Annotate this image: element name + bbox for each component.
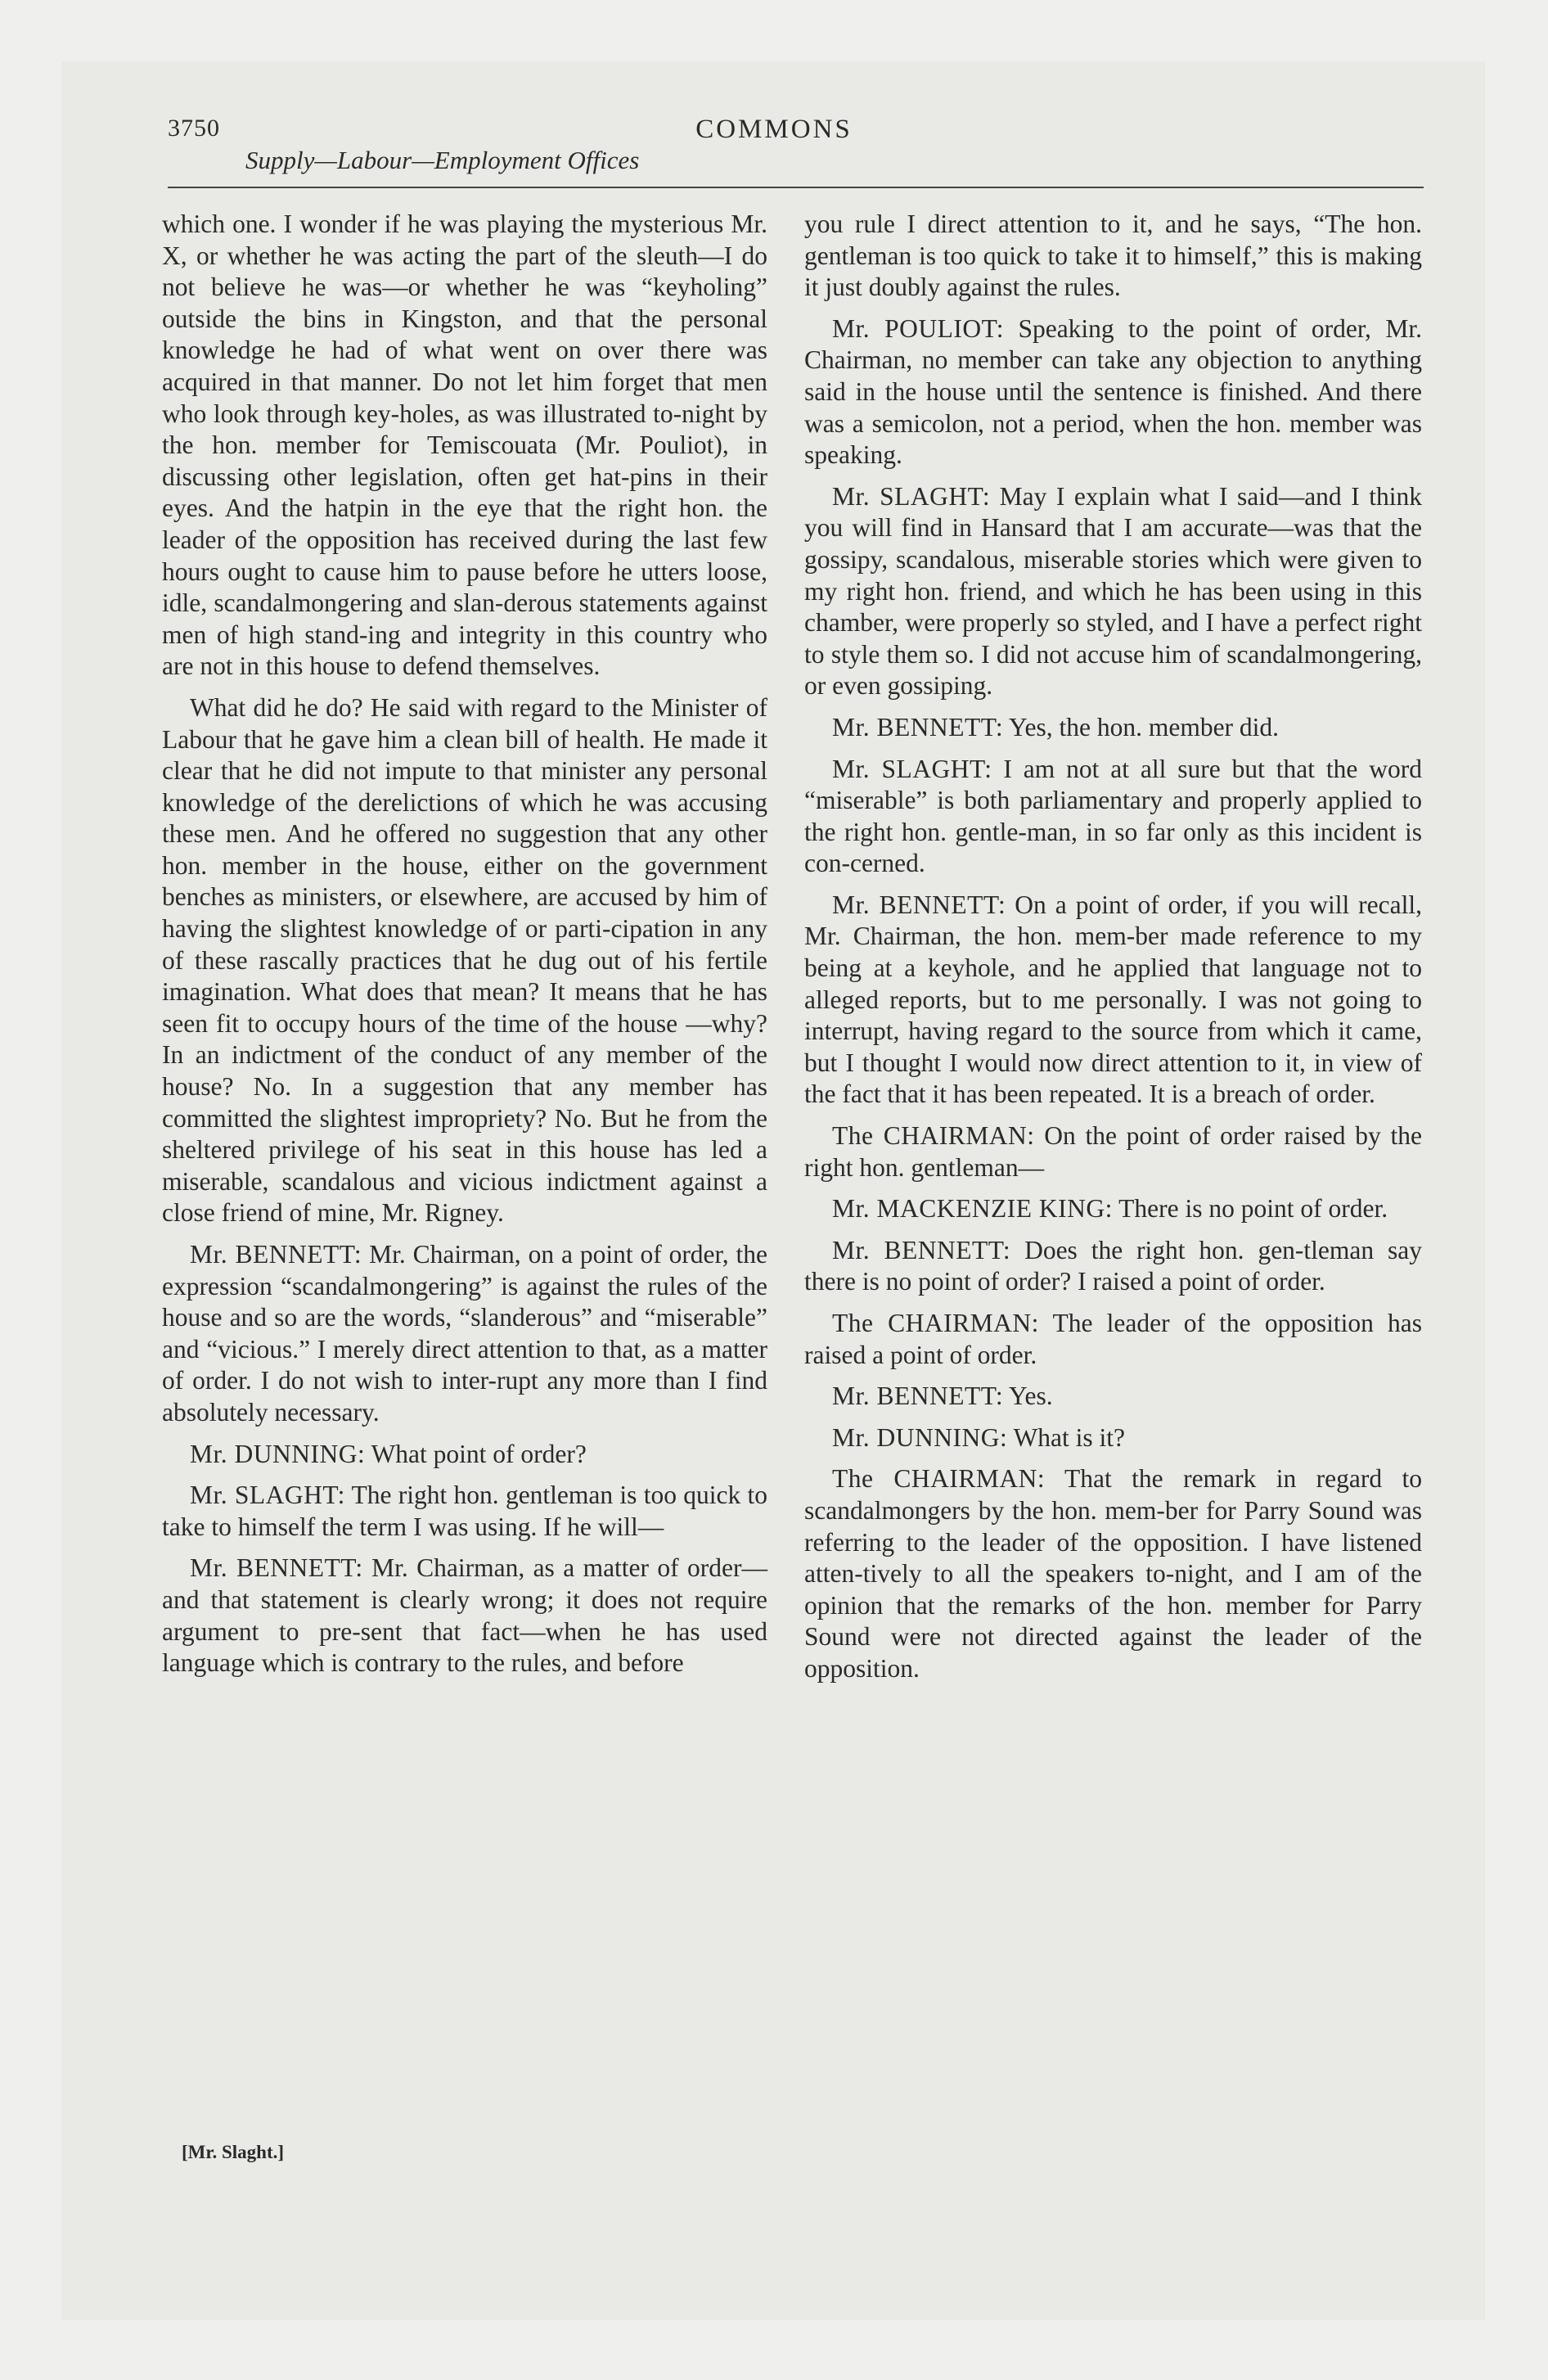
paragraph (162, 1480, 767, 1543)
running-title: COMMONS (695, 115, 853, 144)
speaker: Mr. BENNETT: (832, 1382, 1004, 1411)
paragraph (804, 313, 1422, 471)
paragraph (804, 1308, 1422, 1371)
page-number: 3750 (168, 115, 220, 142)
speaker: Mr. BENNETT: (190, 1240, 362, 1269)
speaker: Mr. BENNETT: (832, 890, 1006, 919)
paragraph (804, 712, 1422, 744)
section-title: Supply—Labour—Employment Offices (245, 146, 640, 174)
paragraph-text: Yes, the hon. member did. (1008, 712, 1280, 741)
footer-speaker-note: [Mr. Slaght.] (182, 2142, 285, 2162)
paragraph-text: you rule I direct attention to it, and he says, “The hon. gentleman is too quick to take it to himself,” this is making it just doubly against the rules. (804, 210, 1422, 302)
paragraph-text: The leader of the opposition has raised a point of order. (804, 1309, 1422, 1369)
paragraph (162, 209, 767, 683)
paragraph-text: May I explain what I said—and I think you will find in Hansard that I am accurate—was that the gossipy, scandalous, miserable stories which were given to my right hon. friend, and which he has been using in this chamber, were properly so styled, and I have a perfect right to style them so. I did not accuse him of scandalmongering, or even gossiping. (804, 481, 1422, 701)
paragraph-text: On the point of order raised by the right hon. gentleman— (804, 1121, 1422, 1182)
paragraph (804, 890, 1422, 1111)
speaker: Mr. SLAGHT: (190, 1481, 345, 1510)
paragraph-text: What is it? (1013, 1422, 1126, 1452)
left-column (162, 209, 767, 1689)
paragraph (804, 1193, 1422, 1225)
paragraph-text: Yes. (1008, 1382, 1053, 1411)
paragraph-text: That the remark in regard to scandalmongers by the hon. mem-ber for Parry Sound was referring to the leader of the opposition. I have listened atten-tively to all the speakers to-night, and I am of the opinion that the remarks of the hon. member for Parry Sound were not directed against the leader of the opposition. (804, 1464, 1422, 1683)
paragraph (804, 1381, 1422, 1413)
paragraph (804, 209, 1422, 304)
paragraph (162, 692, 767, 1229)
paragraph-text: On a point of order, if you will recall, Mr. Chairman, the hon. mem-ber made reference to my being at a keyhole, and he applied that language not to alleged reports, but to me personally. I was not going to interrupt, having regard to the source from which it came, but I thought I would now direct attention to it, in view of the fact that it has been repeated. It is a breach of order. (804, 890, 1422, 1109)
paragraph (804, 1422, 1422, 1454)
paragraph-text: Speaking to the point of order, Mr. Chairman, no member can take any objection to anything said in the house until the sentence is finished. And there was a semicolon, not a period, when the hon. member was speaking. (804, 313, 1423, 470)
speaker: Mr. MACKENZIE KING: (832, 1194, 1113, 1224)
speaker: Mr. POULIOT: (832, 313, 1004, 343)
speaker: Mr. BENNETT: (832, 1235, 1011, 1264)
speaker: Mr. SLAGHT: (832, 481, 991, 511)
paragraph (162, 1439, 767, 1471)
paragraph (804, 1235, 1422, 1298)
speaker: Mr. DUNNING: (190, 1439, 366, 1468)
paragraph-text: There is no point of order. (1118, 1194, 1388, 1224)
paragraph-text: Mr. Chairman, on a point of order, the expression “scandalmongering” is against the rules of the house and so are the words, “slanderous” and “miserable” and “vicious.” I merely direct attention to that, as a matter of order. I do not wish to inter-rupt any more than I find absolutely necessary. (162, 1240, 768, 1427)
paragraph-text: Does the right hon. gen-tleman say there is no point of order? I raised a point of order. (804, 1235, 1423, 1296)
speaker: Mr. BENNETT: (190, 1553, 363, 1583)
paragraph (162, 1239, 767, 1429)
speaker: Mr. BENNETT: (832, 712, 1004, 741)
paragraph-text: What point of order? (371, 1439, 587, 1468)
header-rule (168, 187, 1424, 188)
speaker: The CHAIRMAN: (832, 1464, 1046, 1494)
paragraph-text: What did he do? He said with regard to the Minister of Labour that he gave him a clean bill of health. He made it clear that he did not impute to that minister any personal knowledge of the derelictions of which he was accusing these men. And he offered no suggestion that any other hon. member in the house, either on the government benches as ministers, or elsewhere, are accused by him of having the slightest knowledge of or parti-cipation in any of these rascally practices that he dug out of his fertile imagination. What does that mean? It means that he has seen fit to occupy hours of the time of the house —why? In an indictment of the conduct of any member of the house? No. In a suggestion that any member has committed the slightest impropriety? No. But he from the sheltered privilege of his seat in this house has led a miserable, scandalous and vicious indictment against a close friend of mine, Mr. Rigney. (162, 692, 767, 1228)
paragraph (804, 481, 1422, 702)
paragraph-text: Mr. Chairman, as a matter of order—and that statement is clearly wrong; it does not require argument to pre-sent that fact—when he has used language which is contrary to the rules, and before (162, 1553, 768, 1678)
paragraph (804, 1463, 1422, 1684)
speaker: The CHAIRMAN: (832, 1121, 1035, 1151)
right-column (804, 209, 1422, 1695)
paragraph (804, 1120, 1422, 1183)
speaker: Mr. DUNNING: (832, 1422, 1008, 1452)
paragraph (804, 754, 1422, 880)
paragraph-text: which one. I wonder if he was playing the mysterious Mr. X, or whether he was acting the part of the sleuth—I do not believe he was—or whether he was “keyholing” outside the bins in Kingston, and that the personal knowledge he had of what went on over there was acquired in that manner. Do not let him forget that men who look through key-holes, as was illustrated to-night by the hon. member for Temiscouata (Mr. Pouliot), in discussing other legislation, often get hat-pins in their eyes. And the hatpin in the eye that the right hon. the leader of the opposition has received during the last few hours ought to cause him to pause before he utters loose, idle, scandalmongering and slan-derous statements against men of high stand-ing and integrity in this country who are not in this house to defend themselves. (162, 210, 767, 681)
paragraph (162, 1553, 767, 1679)
speaker: The CHAIRMAN: (832, 1309, 1039, 1337)
paragraph-text: I am not at all sure but that the word “miserable” is both parliamentary and properly applied to the right hon. gentle-man, in so far only as this incident is con-cerned. (804, 754, 1422, 878)
paragraph-text: The right hon. gentleman is too quick to take to himself the term I was using. If he will— (162, 1481, 767, 1541)
speaker: Mr. SLAGHT: (832, 754, 992, 783)
